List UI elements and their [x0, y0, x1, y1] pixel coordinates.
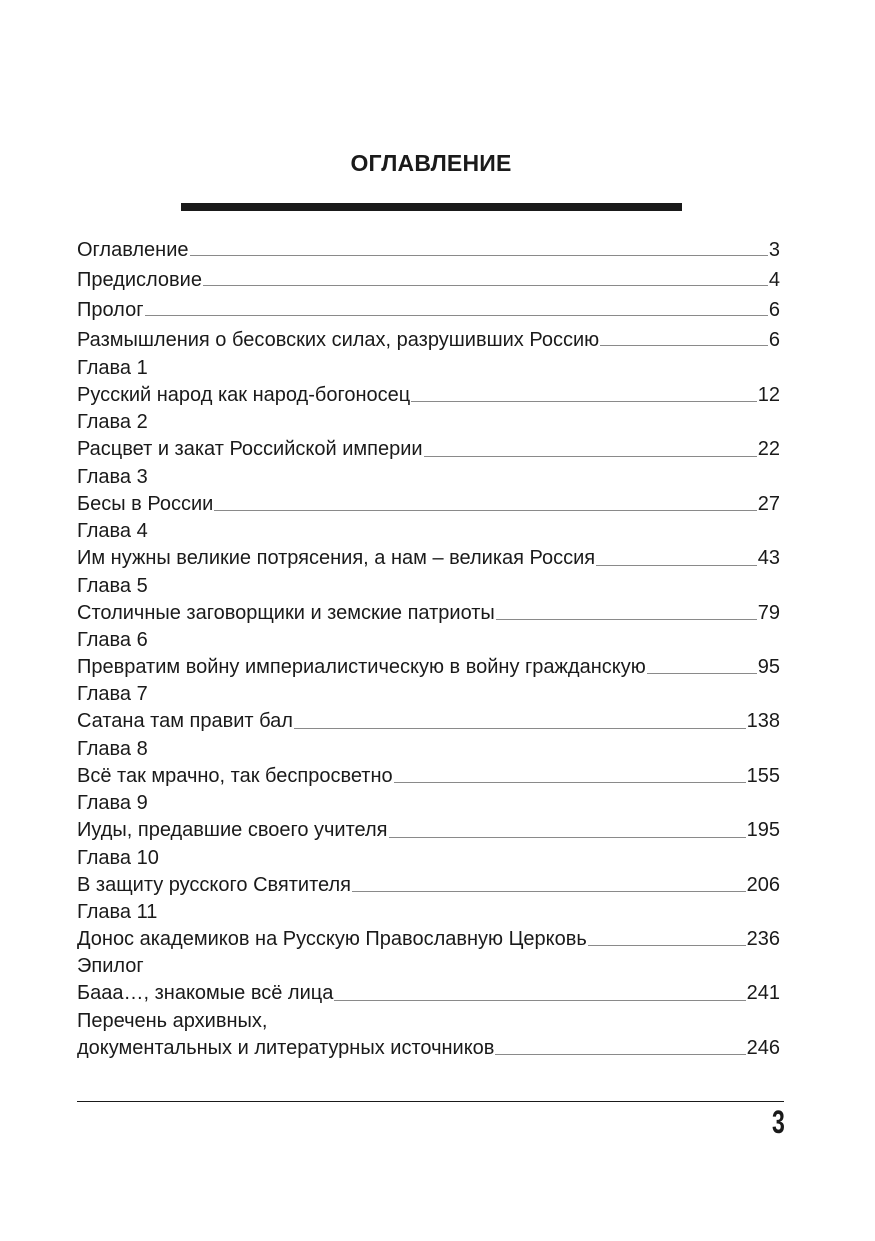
table-of-contents [77, 236, 780, 1063]
toc-entry-row [77, 326, 780, 354]
dot-leader [214, 510, 756, 511]
toc-entry-title: Превратим войну империалистическую в войну гражданскую [77, 655, 646, 678]
toc-entry-title: Расцвет и закат Российской империи [77, 438, 423, 461]
toc-entry-row [77, 599, 780, 628]
toc-entry-label: Глава 2 [77, 411, 148, 434]
toc-entry [77, 900, 780, 954]
toc-entry-title: Размышления о бесовских силах, разрушивших Россию [77, 329, 600, 351]
toc-entry-page: 95 [757, 655, 780, 678]
toc-entry [77, 266, 780, 296]
dot-leader [352, 891, 746, 892]
toc-entry [77, 410, 780, 464]
toc-entry [77, 682, 780, 736]
toc-entry-label: Перечень архивных, [77, 1009, 268, 1032]
toc-entry-title: документальных и литературных источников [77, 1036, 495, 1059]
toc-entry [77, 574, 780, 628]
toc-entry [77, 356, 780, 410]
dot-leader [190, 255, 768, 256]
toc-entry-row [77, 925, 780, 954]
toc-entry [77, 326, 780, 356]
toc-entry [77, 737, 780, 791]
toc-entry-label: Глава 7 [77, 683, 148, 706]
toc-entry-row [77, 707, 780, 736]
toc-entry [77, 846, 780, 900]
toc-entry [77, 465, 780, 519]
toc-entry-title: Иуды, предавшие своего учителя [77, 819, 388, 842]
toc-entry-row [77, 762, 780, 791]
toc-entry-title: Бесы в России [77, 492, 214, 515]
dot-leader [334, 1000, 745, 1001]
dot-leader [424, 456, 757, 457]
toc-entry-title: Русский народ как народ-богоносец [77, 383, 411, 406]
toc-entry [77, 954, 780, 1008]
toc-entry-page: 195 [746, 819, 780, 842]
toc-entry-row [77, 871, 780, 900]
toc-entry-page: 79 [757, 601, 780, 624]
toc-entry-row [77, 979, 780, 1008]
page-number: 3 [772, 1104, 785, 1140]
dot-leader [394, 782, 746, 783]
toc-entry-label: Глава 9 [77, 792, 148, 815]
toc-entry-row [77, 435, 780, 464]
toc-entry-title: Донос академиков на Русскую Православную Церковь [77, 927, 587, 950]
toc-entry [77, 1009, 780, 1063]
dot-leader [596, 565, 757, 566]
toc-entry-page: 206 [746, 873, 780, 896]
toc-entry-page: 155 [746, 764, 780, 787]
dot-leader [389, 837, 746, 838]
toc-entry-page: 241 [746, 982, 780, 1005]
toc-entry-label: Глава 4 [77, 520, 148, 543]
toc-entry-page: 6 [768, 329, 780, 351]
toc-entry-page: 22 [757, 438, 780, 461]
dot-leader [588, 945, 746, 946]
toc-entry-row [77, 1034, 780, 1063]
toc-entry [77, 296, 780, 326]
toc-entry [77, 236, 780, 266]
toc-entry-row [77, 236, 780, 264]
toc-entry-page: 6 [768, 299, 780, 321]
dot-leader [203, 285, 768, 286]
toc-entry-page: 246 [746, 1036, 780, 1059]
toc-entry-row [77, 544, 780, 573]
toc-entry-page: 236 [746, 927, 780, 950]
toc-entry-label: Глава 11 [77, 900, 158, 923]
toc-entry-title: Им нужны великие потрясения, а нам – великая Россия [77, 547, 596, 570]
toc-entry-page: 4 [768, 269, 780, 291]
toc-entry-title: Сатана там правит бал [77, 710, 293, 733]
toc-entry-label: Глава 5 [77, 574, 148, 597]
toc-entry-label: Глава 1 [77, 357, 148, 379]
toc-entry-row [77, 266, 780, 294]
toc-entry-row [77, 381, 780, 410]
toc-entry-page: 43 [757, 547, 780, 570]
dot-leader [647, 673, 757, 674]
toc-entry-page: 3 [768, 239, 780, 261]
toc-entry-row [77, 296, 780, 324]
dot-leader [294, 728, 746, 729]
toc-entry-title: Оглавление [77, 239, 189, 261]
title-underline [181, 203, 682, 211]
toc-entry-row [77, 653, 780, 682]
toc-entry [77, 791, 780, 845]
toc-entry-label: Глава 8 [77, 737, 148, 760]
toc-entry-title: Всё так мрачно, так беспросветно [77, 764, 393, 787]
toc-entry-title: Столичные заговорщики и земские патриоты [77, 601, 495, 624]
dot-leader [495, 1054, 745, 1055]
toc-entry-row [77, 490, 780, 519]
dot-leader [411, 401, 757, 402]
footer-divider [77, 1101, 784, 1102]
toc-entry-title: Предисловие [77, 269, 202, 291]
dot-leader [600, 345, 768, 346]
toc-entry [77, 519, 780, 573]
toc-entry-label: Эпилог [77, 955, 144, 978]
toc-entry-title: Пролог [77, 299, 144, 321]
dot-leader [496, 619, 757, 620]
dot-leader [145, 315, 768, 316]
page-title: ОГЛАВЛЕНИЕ [350, 150, 512, 176]
toc-entry-title: Бааа…, знакомые всё лица [77, 982, 334, 1005]
toc-entry-row [77, 816, 780, 845]
toc-entry-title: В защиту русского Святителя [77, 873, 351, 896]
toc-entry-label: Глава 3 [77, 465, 148, 488]
toc-entry [77, 628, 780, 682]
toc-entry-label: Глава 6 [77, 628, 148, 651]
toc-entry-page: 138 [746, 710, 780, 733]
toc-entry-label: Глава 10 [77, 846, 159, 869]
toc-entry-page: 27 [757, 492, 780, 515]
toc-entry-page: 12 [757, 383, 780, 406]
